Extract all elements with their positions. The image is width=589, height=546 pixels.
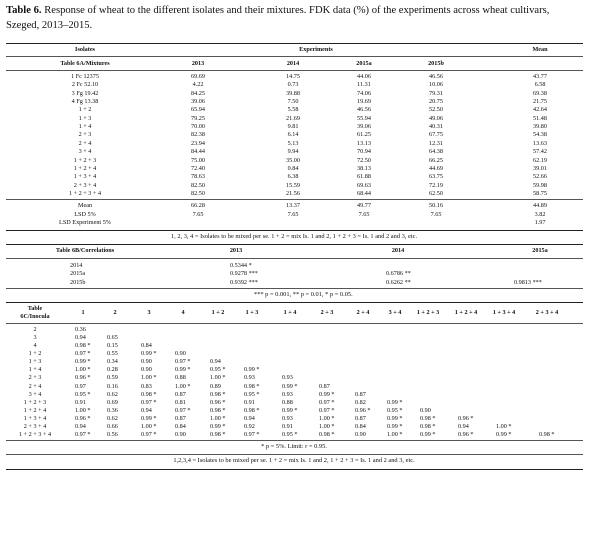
table6a-cell: 9.94 [287,148,299,156]
table6a-isolate-label: 1 + 3 [78,114,92,122]
table6a-isolate-label: 1 + 2 [78,106,92,114]
table6c-cell: 0.36 [107,406,118,414]
table6c-row-label: 1 + 2 + 3 [23,398,47,406]
table6a-mean-cell: 54.38 [533,131,547,139]
table6a-cell: 46.56 [357,106,371,114]
table6c-cell: 0.90 [141,358,152,366]
table6c-cell: 0.88 [175,374,186,382]
table6a-summary-cell: 66.28 [191,202,205,210]
table6c-cell: 0.89 [210,382,221,390]
table6c-row-label: 3 + 4 [28,390,42,398]
table6a-summary-cell: 13.37 [286,202,300,210]
table6c-cell: 0.98 * [210,390,226,398]
table6a-cell: 79.25 [191,114,205,122]
table6c-cell: 0.87 [175,414,186,422]
table6c-col-header: 3 + 4 [388,309,402,317]
table6c-cell: 0.84 [355,422,366,430]
table6c-cell: 0.93 [244,374,255,382]
table6c-cell: 0.87 [175,390,186,398]
table6a-cell: 84.44 [191,148,205,156]
table6c-header-rule [6,323,583,324]
table6c-row-label: 1 + 4 [28,366,42,374]
table6a-cell: 84.25 [191,89,205,97]
table6a-header-mean: Mean [532,46,548,53]
table6a-isolate-label: 1 + 2 + 3 [73,156,97,164]
table6a-cell: 65.94 [191,106,205,114]
table6a-cell: 69.63 [357,181,371,189]
table6c-cell: 0.59 [107,374,118,382]
table6c-cell: 0.94 [75,422,86,430]
table6a-summary-mean: 44.89 [533,202,547,210]
table6c-cell: 0.90 [355,430,366,438]
table6a-cell: 40.31 [429,123,443,131]
table6a-summary-cell: 7.65 [430,210,442,218]
table6a-cell: 15.59 [286,181,300,189]
table6c-cell: 0.36 [75,326,86,334]
table6c-cell: 0.90 [141,366,152,374]
table6a-cell: 11.31 [357,81,371,89]
table6c-cell: 1.00 * [210,414,226,422]
table6b-row-label: 2015a [70,270,86,278]
table6c-cell: 0.99 * [319,390,335,398]
table6a-cell: 35.00 [286,156,300,164]
table6c-cell: 0.84 [175,422,186,430]
table6a-cell: 72.40 [191,164,205,172]
table6a-isolate-label: 2 + 3 [78,131,92,139]
table6c-cell: 0.96 * [75,414,91,422]
table6c-col-header: 1 + 4 [283,309,297,317]
table6c-cell: 0.95 * [75,390,91,398]
table6a-cell: 5.58 [287,106,299,114]
table6b-cell: 0.9278 *** [230,270,258,278]
table6c-row-label: 2 + 4 [28,382,42,390]
table6a-summary-cell: 7.65 [192,210,204,218]
table6c-cell: 0.96 * [75,374,91,382]
table6c-cell: 0.91 [75,398,86,406]
table6c-col-header: 3 [147,309,151,317]
table6a-cell: 75.00 [191,156,205,164]
table6b-cell: 0.5344 * [230,261,252,269]
table6a-summary-cell: 7.65 [287,210,299,218]
table6a-year-header: 2014 [286,60,300,67]
table6a-cell: 74.06 [357,89,371,97]
table6c-cell: 0.99 * [387,414,403,422]
table6a-cell: 61.88 [357,173,371,181]
table6a-mean-cell: 52.66 [533,173,547,181]
table6b-row-label: 2015b [70,278,86,286]
table6c-bottom-rule [6,440,583,441]
table6c-cell: 0.94 [244,414,255,422]
table6a-year-header: 2015a [356,60,372,67]
table6a-year-header: 2015b [428,60,444,67]
table6a-isolate-label: 1 Fc 12375 [71,73,99,80]
table6c-end-rule [6,469,583,470]
table6c-cell: 0.98 * [420,414,436,422]
table6b-footnote: *** p = 0.001, ** p = 0.01, * p = 0.05. [254,291,353,299]
table6c-cell: 0.99 * [420,430,436,438]
table6a-mean-cell: 62.19 [533,156,547,164]
table6a-cell: 82.50 [191,181,205,189]
table6c-cell: 0.98 * [539,430,555,438]
caption-text: Response of wheat to the different isolates and their mixtures. FDK data (%) of the experiments across wheat cultivars, Szeged, 2013–2015. [6,5,550,31]
table6c-cell: 0.98 * [75,342,91,350]
table6c-cell: 0.94 [458,422,469,430]
table6a-cell: 67.75 [429,131,443,139]
table6c-row-label: 3 [33,334,37,342]
table6a-mean-cell: 13.63 [533,139,547,147]
table6a-isolate-label: 3 Fg 19.42 [71,89,99,97]
table6a-cell: 6.38 [287,173,299,181]
table6c-header-label: 6C/Inocula [20,313,50,321]
table6c-cell: 0.98 * [420,422,436,430]
table6c-col-header: 1 + 2 + 3 [416,309,440,317]
table6a-mean-cell: 43.77 [533,73,547,80]
table6a-cell: 7.50 [287,98,299,106]
table6c-cell: 0.92 [244,422,255,430]
table6a-cell: 69.69 [191,73,205,80]
table6c-row-label: 1 + 3 [28,358,42,366]
table6c-cell: 0.91 [282,422,293,430]
table6a-summary-label: Mean [77,202,93,210]
table6c-footnote-isolates: 1,2,3,4 = Isolates to be mixed per se. 1 + 2 = mix Is. 1 and 2, 1 + 2 + 3 = Is. 1 and 2 and 3, etc. [173,456,415,464]
table-caption [6,3,581,33]
table6c-row-label: 1 + 2 [28,350,42,358]
table6a-bottom-rule [6,230,583,231]
table6c-row-label: 1 + 2 + 4 [23,406,47,414]
table6c-cell: 1.00 * [175,382,191,390]
table6c-footnote-rule [6,454,583,455]
table6c-header-label: Table [27,305,43,313]
table6c-cell: 0.84 [141,342,152,350]
table6a-mean-cell: 21.75 [533,98,547,106]
table6c-cell: 0.88 [282,398,293,406]
table6a-cell: 5.13 [287,139,299,147]
table6a-cell: 61.25 [357,131,371,139]
table6c-cell: 0.28 [107,366,118,374]
table6b-header-rule [6,258,583,259]
table6c-col-header: 2 + 3 + 4 [535,309,559,317]
table6c-col-header: 1 + 2 [211,309,225,317]
table6a-mean-cell: 42.64 [533,106,547,114]
table6a-isolate-label: 2 Fc 52.10 [71,81,99,89]
table6a-cell: 70.94 [357,148,371,156]
table6c-cell: 0.69 [107,398,118,406]
table6c-cell: 0.98 * [244,382,260,390]
table6a-header-rule [6,70,583,71]
table6c-cell: 0.87 [319,382,330,390]
table6c-cell: 0.55 [107,350,118,358]
table6a-mean-cell: 51.48 [533,114,547,122]
table6a-cell: 39.06 [357,123,371,131]
table6c-cell: 0.96 * [210,398,226,406]
table6c-cell: 0.99 * [282,406,298,414]
table6c-cell: 0.66 [107,422,118,430]
table6c-cell: 0.93 [282,390,293,398]
table6a-cell: 46.56 [429,73,443,80]
table6c-cell: 0.97 * [244,430,260,438]
table6c-cell: 0.95 * [282,430,298,438]
table6a-isolate-label: 1 + 2 + 3 + 4 [68,189,102,197]
table6c-col-header: 1 + 3 [245,309,259,317]
table6b-cell: 0.9392 *** [230,278,258,286]
table6c-cell: 0.96 * [355,406,371,414]
table6a-cell: 78.63 [191,173,205,181]
table6c-cell: 1.00 * [210,374,226,382]
table6c-col-header: 1 + 3 + 4 [492,309,516,317]
table6c-cell: 1.00 * [496,422,512,430]
table6c-cell: 0.65 [107,334,118,342]
table6c-cell: 0.98 * [244,406,260,414]
table6c-col-header: 4 [181,309,185,317]
table6c-cell: 0.97 * [141,398,157,406]
table6c-cell: 0.62 [107,414,118,422]
table6c-cell: 0.97 * [141,430,157,438]
table6a-header-mixtures: Table 6A/Mixtures [60,60,110,67]
table6c-cell: 0.98 * [210,406,226,414]
table6b-cell: 0.9813 *** [514,278,542,286]
table6a-cell: 63.75 [429,173,443,181]
table6c-cell: 1.00 * [75,406,91,414]
table6a-isolate-label: 3 + 4 [78,148,92,156]
table6a-cell: 55.94 [357,114,371,122]
table6c-col-header: 1 + 2 + 4 [454,309,478,317]
table6c-cell: 0.97 * [319,398,335,406]
table6a-cell: 21.69 [286,114,300,122]
table6c-footnote-significance: * p = 5%. Limit: r = 0.95. [261,442,327,450]
table6c-row-label: 1 + 2 + 3 + 4 [18,430,52,438]
table6c-cell: 0.95 * [210,366,226,374]
table6a-cell: 39.06 [191,98,205,106]
table6c-cell: 0.90 [175,350,186,358]
table6c-cell: 0.95 * [387,406,403,414]
table6c-cell: 0.96 * [458,430,474,438]
table6c-cell: 0.87 [355,414,366,422]
table6a-cell: 70.00 [191,123,205,131]
table6a-mean-cell: 39.80 [533,123,547,131]
table6a-summary-label: LSD 5% [74,210,96,218]
table6c-top-rule [6,302,583,303]
table6c-cell: 0.97 * [75,430,91,438]
table6a-cell: 0.73 [287,81,299,89]
table6a-cell: 49.06 [429,114,443,122]
table6c-cell: 0.99 * [75,358,91,366]
table6c-cell: 0.34 [107,358,118,366]
table6a-cell: 12.31 [429,139,443,147]
table6c-cell: 0.83 [141,382,152,390]
table6a-summary-mean: 3.82 [534,210,546,218]
table6c-cell: 0.99 * [387,398,403,406]
table6a-cell: 44.69 [429,164,443,172]
table6c-cell: 0.87 [355,390,366,398]
table6a-cell: 72.19 [429,181,443,189]
table6b-cell: 0.6786 ** [386,270,411,278]
table6c-cell: 0.98 * [319,430,335,438]
table6c-row-label: 1 + 3 + 4 [23,414,47,422]
table6c-cell: 0.95 * [244,390,260,398]
table6c-cell: 0.99 * [210,422,226,430]
table6c-cell: 0.96 * [458,414,474,422]
table6a-mean-rule [6,199,583,200]
table6a-cell: 9.81 [287,123,299,131]
table6c-cell: 0.97 * [75,350,91,358]
table6c-cell: 0.94 [210,358,221,366]
table6a-cell: 39.88 [286,89,300,97]
table6c-cell: 0.94 [75,334,86,342]
table6c-row-label: 2 + 3 + 4 [23,422,47,430]
table6c-cell: 1.00 * [319,422,335,430]
table6a-cell: 38.13 [357,164,371,172]
table6a-cell: 14.75 [286,73,300,80]
table6b-year-header: 2015a [532,246,548,254]
table6a-header-isolates: Isolates [75,46,95,53]
table6c-cell: 1.00 * [141,422,157,430]
table6c-cell: 0.99 * [496,430,512,438]
table6c-cell: 1.00 * [75,366,91,374]
table6c-cell: 0.99 * [387,422,403,430]
table6a-mean-cell: 39.01 [533,164,547,172]
table6c-row-label: 4 [33,342,37,350]
table6c-col-header: 2 [113,309,117,317]
table6a-header-experiments: Experiments [299,46,333,53]
table6c-cell: 0.15 [107,342,118,350]
table6a-cell: 79.31 [429,89,443,97]
table6c-cell: 0.62 [107,390,118,398]
caption-label: Table 6. [6,5,42,16]
table6a-sub-rule [6,56,583,57]
table6a-year-header: 2013 [191,60,205,67]
table6a-mean-cell: 58.75 [533,189,547,197]
table6c-cell: 0.93 [282,414,293,422]
table6c-cell: 0.82 [355,398,366,406]
table6a-isolate-label: 1 + 4 [78,123,92,131]
table6a-cell: 52.50 [429,106,443,114]
table6a-cell: 82.50 [191,189,205,197]
table6a-isolate-label: 2 + 3 + 4 [73,181,97,189]
table6b-header-label: Table 6B/Correlations [55,246,115,254]
table6c-cell: 0.97 * [175,406,191,414]
table6a-cell: 82.38 [191,131,205,139]
table6c-col-header: 2 + 4 [356,309,370,317]
table6c-cell: 0.91 [244,398,255,406]
table6b-year-header: 2013 [229,246,243,254]
table6a-top-rule [6,43,583,44]
table6a-cell: 72.50 [357,156,371,164]
table6c-cell: 0.56 [107,430,118,438]
table6a-cell: 10.06 [429,81,443,89]
table6a-cell: 4.22 [192,81,204,89]
table6a-isolate-label: 2 + 4 [78,139,92,147]
table6c-cell: 1.00 * [319,414,335,422]
table6a-cell: 44.06 [357,73,371,80]
table6b-cell: 0.6262 ** [386,278,411,286]
table6c-cell: 0.97 [75,382,86,390]
table6a-cell: 62.50 [429,189,443,197]
table6a-mean-cell: 69.38 [533,89,547,97]
table6b-row-label: 2014 [70,261,83,269]
table6c-col-header: 2 + 3 [320,309,334,317]
table6a-summary-cell: 49.77 [357,202,371,210]
table6c-cell: 1.00 * [141,374,157,382]
table6c-col-header: 1 [81,309,85,317]
table6a-isolate-label: 1 + 3 + 4 [73,173,97,181]
table6c-cell: 0.99 * [244,366,260,374]
table6a-cell: 0.84 [287,164,299,172]
table6c-cell: 0.98 * [141,390,157,398]
table6a-isolate-label: 1 + 2 + 4 [73,164,97,172]
table6a-summary-cell: 7.65 [358,210,370,218]
table6c-cell: 0.16 [107,382,118,390]
table6c-row-label: 2 [33,326,37,334]
table6a-footnote: 1, 2, 3, 4 = Isolates to be mixed per se. 1 + 2 = mix Is. 1 and 2, 1 + 2 + 3 = Is. 1 and 2 and 3, etc. [170,232,418,240]
table6c-cell: 0.90 [420,406,431,414]
table6a-mean-cell: 6.58 [534,81,546,89]
table6a-cell: 68.44 [357,189,371,197]
table6c-cell: 0.93 [282,374,293,382]
table6c-cell: 0.81 [175,398,186,406]
table6a-cell: 23.94 [191,139,205,147]
table6c-cell: 1.00 * [387,430,403,438]
table6c-cell: 0.99 * [141,350,157,358]
table6a-cell: 20.75 [429,98,443,106]
table6b-top-rule [6,244,583,245]
table6b-year-header: 2014 [391,246,405,254]
table6c-cell: 0.99 * [282,382,298,390]
table6a-cell: 66.25 [429,156,443,164]
table6a-summary-cell: 50.16 [429,202,443,210]
table6c-cell: 0.97 * [175,358,191,366]
table6c-cell: 0.97 * [319,406,335,414]
table6b-bottom-rule [6,288,583,289]
table6a-cell: 6.14 [287,131,299,139]
table6a-cell: 64.38 [429,148,443,156]
table6a-mean-cell: 57.42 [533,148,547,156]
table6a-cell: 13.13 [357,139,371,147]
table6a-isolate-label: 4 Fg 13.38 [71,98,99,106]
table6a-cell: 21.56 [286,189,300,197]
table6a-lsd-experiment-label: LSD Experiment 5% [59,218,111,226]
table6c-cell: 0.99 * [141,414,157,422]
table6c-cell: 0.98 * [210,430,226,438]
table6c-row-label: 2 + 3 [28,374,42,382]
table6c-cell: 0.99 * [175,366,191,374]
table6c-cell: 0.94 [141,406,152,414]
table6c-cell: 0.90 [175,430,186,438]
table6a-mean-cell: 59.98 [533,181,547,189]
table6a-lsd-experiment-value: 1.97 [534,218,546,226]
table6a-cell: 19.69 [357,98,371,106]
